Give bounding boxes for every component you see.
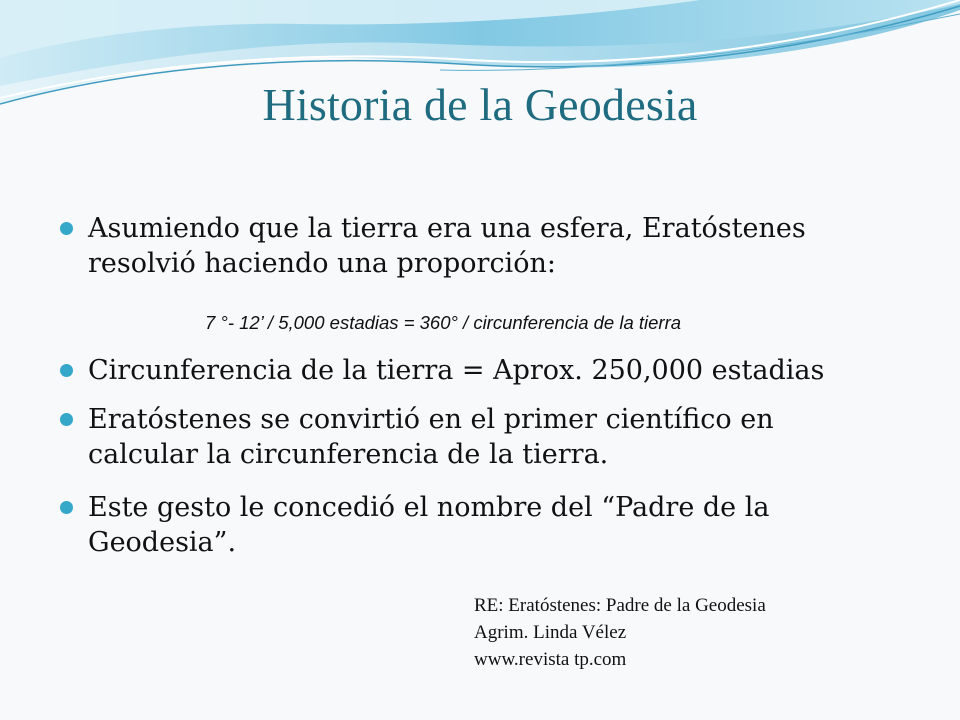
formula-text: 7 °- 12’ / 5,000 estadias = 360° / circunferencia de la tierra [205, 312, 682, 333]
bullet-text: Circunferencia de la tierra = Aprox. 250,000 estadias [88, 355, 825, 386]
reference-block [474, 592, 766, 673]
reference-line: RE: Eratóstenes: Padre de la Geodesia [474, 595, 766, 616]
bullet-text: Asumiendo que la tierra era una esfera, Eratóstenes resolvió haciendo una proporción: [88, 213, 806, 279]
bullet-text: Eratóstenes se convirtió en el primer científico en calcular la circunferencia de la tierra. [88, 404, 774, 470]
bullet-dot [60, 501, 73, 514]
bullet-dot [60, 413, 73, 426]
reference-line: Agrim. Linda Vélez [474, 622, 627, 643]
bullet-dot [60, 222, 73, 235]
bullet-dot [60, 364, 73, 377]
bullet-text: Este gesto le concedió el nombre del “Padre de la Geodesia”. [88, 492, 770, 558]
reference-line: www.revista tp.com [474, 649, 627, 670]
slide-title: Historia de la Geodesia [262, 79, 698, 130]
